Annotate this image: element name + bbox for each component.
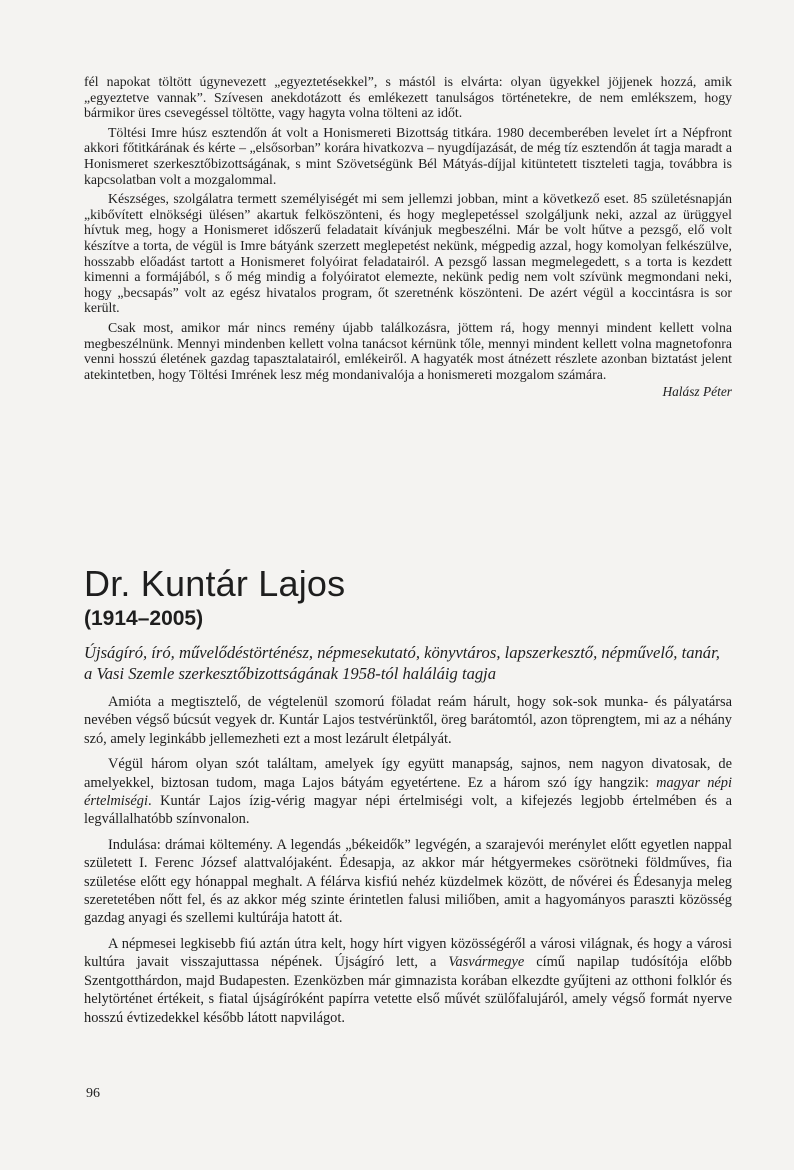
life-years: (1914–2005) <box>84 607 204 630</box>
obituary-title: Dr. Kuntár Lajos <box>84 563 346 604</box>
text-run: A népmesei legkisebb fiú aztán útra kelt, hogy hírt vigyen közösségéről a városi világnak, és hogy a városi kultúra javait visszajuttassa népének. Újságíró lett, a <box>84 935 732 971</box>
paragraph <box>84 935 732 1027</box>
page-number: 96 <box>86 1086 100 1101</box>
obituary-kuntar-lajos-body <box>84 693 732 1027</box>
paragraph: Készséges, szolgálatra termett személyiségét mi sem jellemzi jobban, mint a következő eset. 85 születésnapján „kibővített elnökségi ülésen” akartuk felköszönteni, és hogy meglepetéssel szolgáljunk neki, azzal az ürüggyel hívtuk meg, hogy a Honismeret időszerű feladatait kívánjuk megbeszélni. Már be volt hűtve a pezsgő, elő volt készítve a torta, de végül is Imre bátyánk szerzett meglepetést nekünk, mégpedig azzal, hogy komolyan felkészülve, hosszabb előadást tartott a Honismeret folyóirat feladatairól. A pezsgő lassan megmelegedett, s a torta is kezdett kimenni a formájából, s ő még mindig a folyóiratot elemezte, nekünk pedig nem volt szívünk megmondani neki, hogy „becsapás” volt az egész hivatalos program, őt szeretnénk köszönteni. De azért végül a koccintásra is sor került. <box>84 191 732 316</box>
paragraph: Csak most, amikor már nincs remény újabb találkozásra, jöttem rá, hogy mennyi mindent kellett volna megbeszélnünk. Mennyi mindenben kellett volna tanácsot kérnünk tőle, mennyi mindent kellett volna magnetofonra venni hosszú életének gazdag tapasztalatairól, emlékeiről. A hagyaték most átnézett részlete azonban biztatást jelent atekintetben, hogy Töltési Imrének lesz még mondanivalója a honismereti mozgalom számára. <box>84 319 732 382</box>
emphasis-text: magyar népi értelmiségi <box>84 774 732 810</box>
text-run: Végül három olyan szót találtam, amelyek így együtt manapság, sajnos, nem nagyon divatosak, de amelyekkel, biztosan tudom, maga Lajos bátyám egyetértene. Ez a három szó így hangzik: <box>84 756 732 791</box>
text-run: című napilap tudósítója előbb Szentgotthárdon, majd Budapesten. Ezenközben már gimnazista korában elkezdte gyűjteni az otthoni folklór és helytörténet értékeit, s fiatal újságíróként papírra vetette első művét szülőfalujáról, amely végső formát nyerve hosszú évtizedekkel később látott napvilágot. <box>84 954 732 1026</box>
paragraph <box>84 755 732 829</box>
author-signature: Halász Péter <box>662 384 732 400</box>
obituary-toltesi-imre-end <box>84 74 732 400</box>
emphasis-text: Vasvármegye <box>448 954 525 971</box>
paragraph: Amióta a megtisztelő, de végtelenül szomorú föladat reám hárult, hogy sok-sok munka- és pályatársa nevében végső búcsút vegyek dr. Kuntár Lajos testvérünktől, öreg barátomtól, azon töprengtem, mi az a néhány szó, amely leginkább jellemezheti ezt a most lezárult életpályát. <box>84 694 732 747</box>
text-run: . Kuntár Lajos ízig-vérig magyar népi értelmiségi volt, a kifejezés legjobb értelmében és a legvállalhatóbb színvonalon. <box>84 793 732 828</box>
obituary-subtitle: Újságíró, író, művelődéstörténész, népmesekutató, könyvtáros, lapszerkesztő, népművelő, tanár, a Vasi Szemle szerkesztőbizottságának 1958-tól haláláig tagja <box>84 643 720 683</box>
paragraph: fél napokat töltött úgynevezett „egyeztetésekkel”, s mástól is elvárta: olyan ügyekkel jöjjenek hozzá, amik „egyeztetve vannak”. Szívesen anekdotázott és emlékezett tanulságos történetekre, de nem emlékszem, hogy bármikor üres csevegéssel töltötte, vagy hagyta volna tölteni az időt. <box>84 74 732 121</box>
paragraph: Töltési Imre húsz esztendőn át volt a Honismereti Bizottság titkára. 1980 decemberében levelet írt a Népfront akkori főtitkárának és kérte – „elsősorban” korára hivatkozva – nyugdíjazását, de még tíz esztendőn át tagja maradt a Honismeret szerkesztőbizottságának, s mint Szövetségünk Bél Mátyás-díjjal kitüntetett tiszteleti tagja, továbbra is kapcsolatban volt a mozgalommal. <box>84 124 732 187</box>
paragraph: Indulása: drámai költemény. A legendás „békeidők” legvégén, a szarajevói merénylet előtt egyetlen nappal született I. Ferenc József alattvalójaként. Édesapja, az akkor már hétgyermekes csörötneki földműves, fia születése előtt egy hónappal meghalt. A félárva kisfiú nehéz küzdelmek között, de nővérei és Édesanyja meleg szeretetében nőtt fel, és az akkor még szinte érintetlen falusi miliőben, amit a hagyományos paraszti közösség gazdag anyagi és szellemi kultúrája hatott át. <box>84 836 732 927</box>
